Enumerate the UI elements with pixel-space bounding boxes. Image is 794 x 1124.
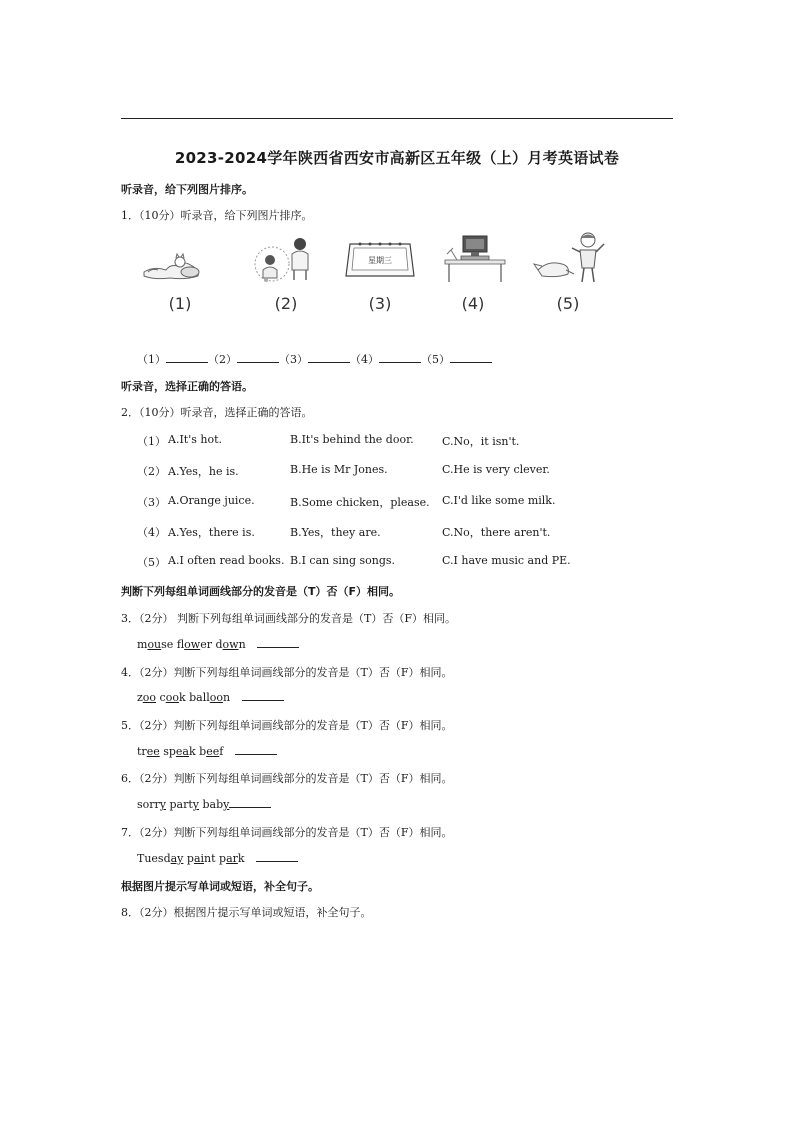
question-5-stem: 5．（2分）判断下列每组单词画线部分的发音是（T）否（F）相同。 xyxy=(121,719,453,732)
option-c[interactable]: C.I'd like some milk. xyxy=(442,494,556,507)
answer-blank-4[interactable] xyxy=(379,352,421,363)
blank-3-label: （3） xyxy=(279,353,308,366)
question-7-stem: 7．（2分）判断下列每组单词画线部分的发音是（T）否（F）相同。 xyxy=(121,826,453,839)
question-4-stem: 4．（2分）判断下列每组单词画线部分的发音是（T）否（F）相同。 xyxy=(121,666,453,679)
picture-1-label: (1) xyxy=(168,294,192,313)
blank-5-label: （5） xyxy=(421,353,450,366)
word: party xyxy=(169,798,200,811)
calendar-icon xyxy=(340,230,420,290)
picture-3-label: (3) xyxy=(368,294,392,313)
option-b[interactable]: B.I can sing songs. xyxy=(290,554,396,567)
item-number: （5） xyxy=(137,556,166,569)
answer-blank[interactable] xyxy=(242,690,284,701)
option-c[interactable]: C.He is very clever. xyxy=(442,463,550,476)
blank-2-label: （2） xyxy=(208,353,237,366)
option-a[interactable]: A.I often read books. xyxy=(168,554,285,567)
picture-2-label: (2) xyxy=(274,294,298,313)
header-rule xyxy=(121,118,673,119)
section-heading-complete-sentences: 根据图片提示写单词或短语，补全句子。 xyxy=(121,880,319,893)
question-5-words xyxy=(137,744,277,758)
option-a[interactable]: A.It's hot. xyxy=(168,433,222,446)
section-heading-listening-order: 听录音，给下列图片排序。 xyxy=(121,183,253,196)
answer-blank-1[interactable] xyxy=(166,352,208,363)
option-a[interactable]: A.Yes，he is. xyxy=(168,465,239,478)
question-3-words xyxy=(137,637,299,651)
option-a[interactable]: A.Orange juice. xyxy=(168,494,255,507)
item-number: （1） xyxy=(137,435,166,448)
option-c[interactable]: C.No，it isn't. xyxy=(442,435,520,448)
option-b[interactable]: B.It's behind the door. xyxy=(290,433,414,446)
question-3-stem: 3．（2分） 判断下列每组单词画线部分的发音是（T）否（F）相同。 xyxy=(121,612,456,625)
word: park xyxy=(219,852,245,865)
section-heading-listening-answer: 听录音，选择正确的答语。 xyxy=(121,380,253,393)
calendar-text: 星期三 xyxy=(368,256,392,265)
answer-blank[interactable] xyxy=(257,637,299,648)
word: balloon xyxy=(189,691,231,704)
option-b[interactable]: B.He is Mr Jones. xyxy=(290,463,388,476)
question-1-answer-blanks xyxy=(137,351,492,367)
blank-1-label: （1） xyxy=(137,353,166,366)
question-6-stem: 6．（2分）判断下列每组单词画线部分的发音是（T）否（F）相同。 xyxy=(121,772,453,785)
picture-3 xyxy=(340,230,420,320)
word: down xyxy=(215,638,246,651)
question-1-stem: 1．（10分）听录音，给下列图片排序。 xyxy=(121,209,313,222)
item-number: （3） xyxy=(137,496,166,509)
section-heading-pronunciation: 判断下列每组单词画线部分的发音是（T）否（F）相同。 xyxy=(121,585,401,598)
item-number: （2） xyxy=(137,465,166,478)
exam-title: 2023-2024学年陕西省西安市高新区五年级（上）月考英语试卷 xyxy=(174,149,620,167)
picture-5 xyxy=(528,230,608,320)
word: tree xyxy=(137,745,160,758)
option-b[interactable]: B.Yes，they are. xyxy=(290,526,381,539)
option-c[interactable]: C.No，there aren't. xyxy=(442,526,551,539)
word: mouse xyxy=(137,638,174,651)
option-c[interactable]: C.I have music and PE. xyxy=(442,554,571,567)
picture-4-label: (4) xyxy=(461,294,485,313)
question-7-words xyxy=(137,851,298,865)
picture-row xyxy=(130,230,650,320)
word: beef xyxy=(199,745,224,758)
word: Tuesday xyxy=(137,852,184,865)
answer-blank[interactable] xyxy=(235,744,277,755)
answer-blank[interactable] xyxy=(256,851,298,862)
option-a[interactable]: A.Yes，there is. xyxy=(168,526,255,539)
answer-blank[interactable] xyxy=(229,797,271,808)
question-6-words xyxy=(137,797,271,811)
answer-blank-2[interactable] xyxy=(237,352,279,363)
blank-4-label: （4） xyxy=(350,353,379,366)
question-4-words xyxy=(137,690,284,704)
picture-1 xyxy=(140,230,220,320)
picture-2 xyxy=(246,230,326,320)
word: cook xyxy=(159,691,186,704)
word: paint xyxy=(186,852,216,865)
cats-icon xyxy=(140,230,220,290)
word: speak xyxy=(163,745,196,758)
boy-dog-icon xyxy=(528,230,608,290)
item-number: （4） xyxy=(137,526,166,539)
picture-5-label: (5) xyxy=(556,294,580,313)
question-2-stem: 2．（10分）听录音，选择正确的答语。 xyxy=(121,406,313,419)
computer-icon xyxy=(433,230,513,290)
word: baby xyxy=(202,798,230,811)
word: sorry xyxy=(137,798,167,811)
children-icon xyxy=(246,230,326,290)
question-8-stem: 8．（2分）根据图片提示写单词或短语，补全句子。 xyxy=(121,906,372,919)
word: zoo xyxy=(137,691,157,704)
option-b[interactable]: B.Some chicken，please. xyxy=(290,496,430,509)
word: flower xyxy=(176,638,212,651)
picture-4 xyxy=(433,230,513,320)
answer-blank-5[interactable] xyxy=(450,352,492,363)
answer-blank-3[interactable] xyxy=(308,352,350,363)
